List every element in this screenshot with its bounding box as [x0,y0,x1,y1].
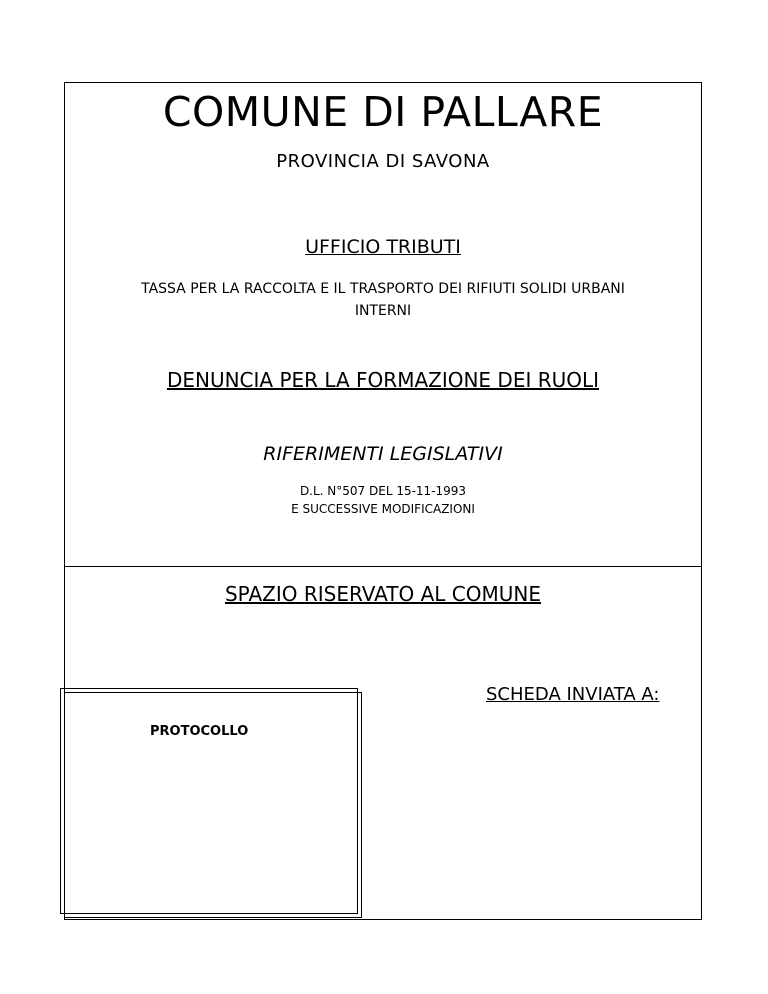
tax-description-line-2: INTERNI [354,303,412,319]
municipality-title: COMUNE DI PALLARE [162,88,604,136]
reserved-section-heading: SPAZIO RISERVATO AL COMUNE [224,582,541,606]
section-divider [64,566,702,567]
office-heading: UFFICIO TRIBUTI [305,236,461,258]
law-reference-line-1: D.L. N°507 DEL 15-11-1993 [299,484,467,498]
form-title: DENUNCIA PER LA FORMAZIONE DEI RUOLI [166,368,600,392]
protocol-box [60,688,358,914]
protocol-label: PROTOCOLLO [150,724,249,739]
sent-to-label: SCHEDA INVIATA A: [486,684,660,705]
legal-references-heading: RIFERIMENTI LEGISLATIVI [263,443,503,465]
tax-description-line-1: TASSA PER LA RACCOLTA E IL TRASPORTO DEI RIFIUTI SOLIDI URBANI [141,281,625,297]
province-subtitle: PROVINCIA DI SAVONA [276,151,490,172]
law-reference-line-2: E SUCCESSIVE MODIFICAZIONI [291,502,475,516]
